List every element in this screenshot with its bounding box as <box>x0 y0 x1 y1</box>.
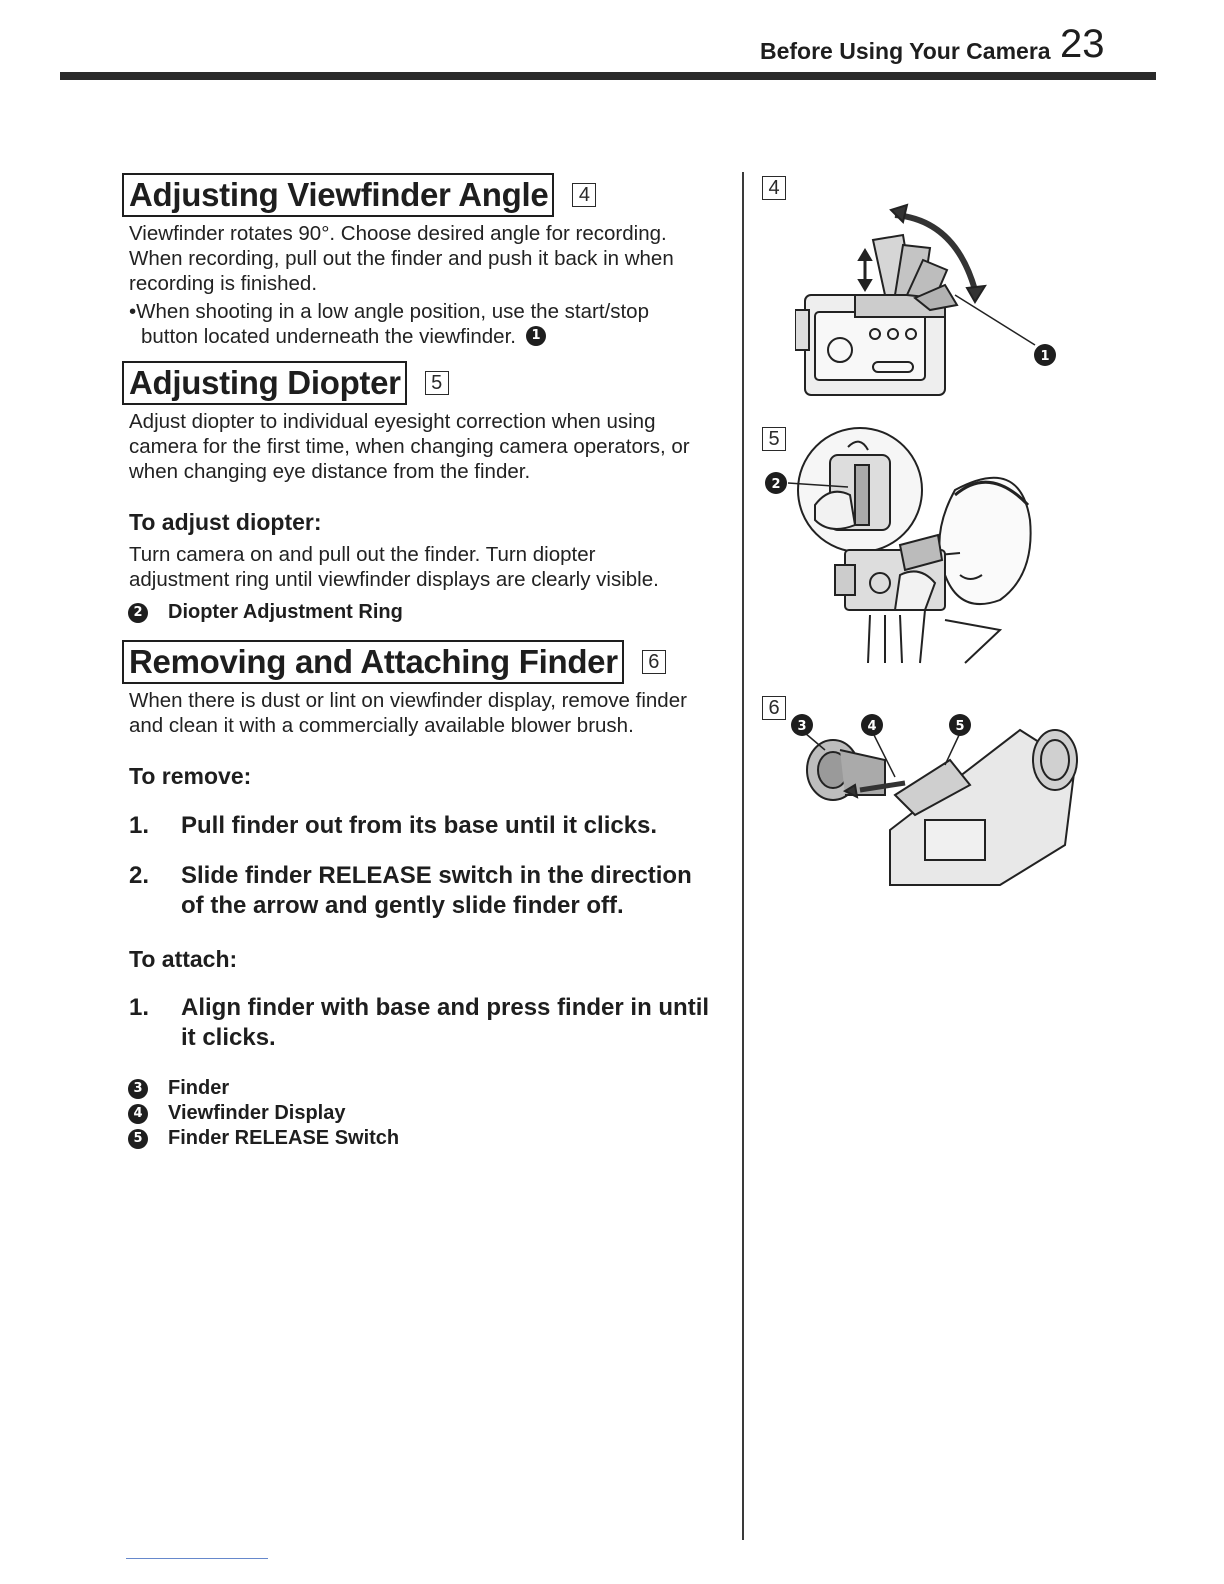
diopter-paragraph <box>129 409 729 484</box>
angle-paragraph <box>129 221 729 296</box>
text-line: When recording, pull out the finder and push it back in when <box>129 247 674 270</box>
callout-number: 5 <box>955 719 965 734</box>
footer-rule <box>126 1558 268 1559</box>
legend-item <box>128 1102 345 1125</box>
page-number: 23 <box>1060 22 1105 66</box>
figure-finder-removal <box>785 705 1085 890</box>
text-line: Pull finder out from its base until it clicks. <box>181 812 658 839</box>
legend-label: Viewfinder Display <box>168 1102 346 1124</box>
callout-number: 4 <box>867 719 877 734</box>
callout-number: 1 <box>526 326 546 346</box>
text-line <box>129 324 729 349</box>
remove-step <box>129 811 729 841</box>
section-title: Removing and Attaching Finder <box>122 640 624 684</box>
figure-label: 5 <box>762 427 786 451</box>
legend-label: Diopter Adjustment Ring <box>168 601 403 623</box>
section-title: Adjusting Diopter <box>122 361 407 405</box>
legend-item <box>128 1127 399 1150</box>
section-heading-diopter <box>122 361 449 405</box>
text-span: button located underneath the viewfinder. <box>141 325 516 348</box>
text-line: it clicks. <box>181 1024 276 1051</box>
header-rule <box>60 72 1156 80</box>
text-line: When there is dust or lint on viewfinder display, remove finder <box>129 689 687 712</box>
finder-paragraph <box>129 688 729 738</box>
column-divider <box>742 172 744 1540</box>
step-number: 1. <box>129 994 150 1021</box>
legend-label: Finder RELEASE Switch <box>168 1127 400 1149</box>
legend-item <box>128 1077 229 1100</box>
text-line: and clean it with a commercially available blower brush. <box>129 714 634 737</box>
callout-number: 3 <box>128 1079 148 1099</box>
callout-number: 5 <box>128 1129 148 1149</box>
figure-diopter-adjustment <box>760 425 1050 670</box>
callout-number: 3 <box>797 719 807 734</box>
angle-bullet <box>129 299 729 349</box>
text-line: Viewfinder rotates 90°. Choose desired angle for recording. <box>129 222 667 245</box>
section-title: Adjusting Viewfinder Angle <box>122 173 554 217</box>
text-line: Adjust diopter to individual eyesight correction when using <box>129 410 656 433</box>
remove-step <box>129 861 729 921</box>
step-text <box>181 993 709 1053</box>
figure-reference: 4 <box>572 183 596 207</box>
step-number: 1. <box>129 812 150 839</box>
subheading-to-attach: To attach: <box>129 946 238 972</box>
diopter-ring <box>855 465 869 525</box>
step-number: 2. <box>129 862 150 889</box>
text-line: recording is finished. <box>129 272 318 295</box>
figure-reference: 5 <box>425 371 449 395</box>
text-line: •When shooting in a low angle position, use the start/stop <box>129 300 649 323</box>
text-line: adjustment ring until viewfinder displays are clearly visible. <box>129 568 659 591</box>
header-title: Before Using Your Camera <box>760 38 1051 64</box>
subheading-to-remove: To remove: <box>129 763 252 789</box>
step-text <box>181 861 692 921</box>
text-line: of the arrow and gently slide finder off. <box>181 892 624 919</box>
diopter-instructions <box>129 542 729 592</box>
legend-item <box>128 601 403 624</box>
text-line: when changing eye distance from the finder. <box>129 460 531 483</box>
text-line: camera for the first time, when changing camera operators, or <box>129 435 690 458</box>
figure-camera-viewfinder-angle <box>795 200 1075 405</box>
callout-number: 4 <box>128 1104 148 1124</box>
text-line: Align finder with base and press finder in until <box>181 994 710 1021</box>
text-line: Turn camera on and pull out the finder. Turn diopter <box>129 543 596 566</box>
legend-label: Finder <box>168 1077 230 1099</box>
callout-number: 1 <box>1040 349 1050 364</box>
callout-number: 2 <box>128 603 148 623</box>
figure-reference: 6 <box>642 650 666 674</box>
section-heading-finder <box>122 640 666 684</box>
figure-label: 4 <box>762 176 786 200</box>
callout-number: 2 <box>771 477 781 492</box>
attach-step <box>129 993 729 1053</box>
step-text <box>181 811 657 841</box>
subheading-adjust-diopter: To adjust diopter: <box>129 509 322 535</box>
text-line: Slide finder RELEASE switch in the direction <box>181 862 692 889</box>
section-heading-angle <box>122 173 596 217</box>
figure-label: 6 <box>762 696 786 720</box>
